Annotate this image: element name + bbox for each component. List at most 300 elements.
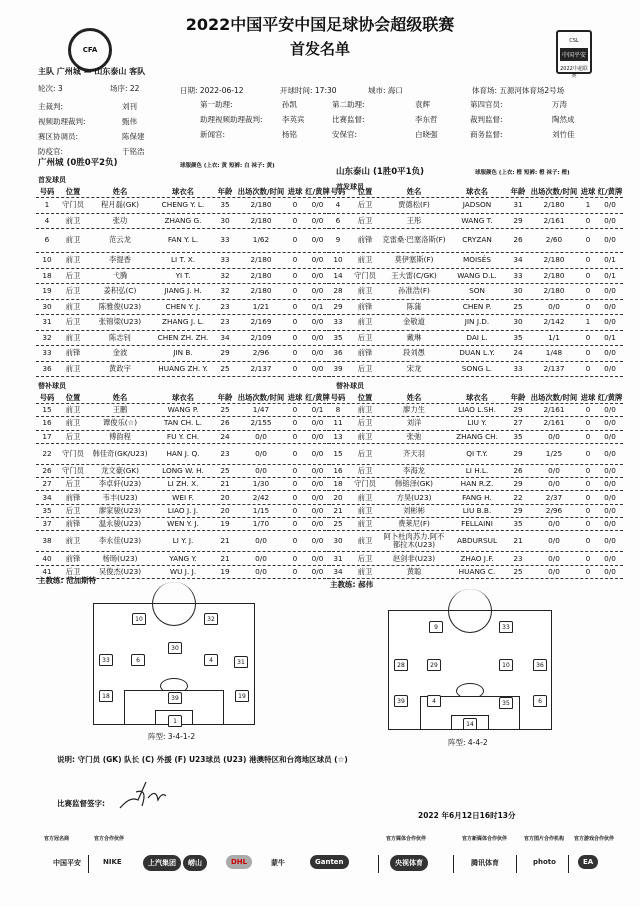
name-cell: 张锦梁(U23) (98, 317, 142, 327)
cards-cell: 0/0 (311, 448, 324, 458)
table-row (36, 300, 331, 316)
supervisor-signature (118, 778, 168, 814)
table-row (36, 431, 331, 444)
goals-cell: 0 (292, 317, 298, 327)
home-subs-table (36, 393, 331, 579)
table-row (327, 300, 623, 316)
cards-cell: 0/0 (311, 363, 324, 373)
number-cell: 6 (335, 215, 341, 225)
official-name: 陶然成 (552, 115, 575, 124)
goals-cell: 0 (292, 505, 298, 515)
position-cell: 前锋 (65, 553, 81, 563)
player-jersey: 32 (204, 613, 218, 625)
csl-logo (556, 30, 592, 79)
goals-cell: 0 (585, 332, 591, 342)
away-subs-label: 替补球员 (336, 382, 364, 390)
sponsor-logo: EA (578, 855, 598, 869)
official-role: 主裁判: (38, 102, 64, 111)
appearances-cell: 0/0 (548, 519, 560, 529)
age-cell: 33 (513, 363, 523, 373)
table-row (327, 404, 623, 417)
position-cell: 前卫 (357, 519, 373, 529)
away-formation-pitch (388, 610, 552, 730)
column-header: 位置 (65, 392, 81, 402)
number-cell: 10 (42, 255, 52, 265)
position-cell: 前卫 (357, 255, 373, 265)
appearances-cell: 2/96 (252, 348, 270, 358)
number-cell: 14 (333, 270, 343, 280)
cards-cell: 0/0 (311, 566, 324, 576)
shirt-name-cell: CHEN ZH. ZH. (157, 332, 209, 342)
official-role: 第二助理: (332, 100, 365, 109)
age-cell: 21 (220, 553, 230, 563)
shirt-name-cell: LIAO J. J. (167, 505, 199, 515)
shirt-name-cell: JIANG J. H. (164, 286, 202, 296)
age-cell: 24 (513, 348, 523, 358)
cards-cell: 0/0 (604, 448, 616, 458)
position-cell: 前锋 (65, 492, 81, 502)
page-title: 2022中国平安中国足球协会超级联赛 (185, 15, 455, 34)
number-cell: 25 (333, 519, 343, 529)
name-cell: 温永骏(U23) (98, 519, 142, 529)
shirt-name-cell: ZHANG J. L. (161, 317, 205, 327)
name-cell: 杨旸(U23) (102, 553, 138, 563)
appearances-cell: 1/48 (545, 348, 563, 358)
shirt-name-cell: FAN Y. L. (167, 235, 199, 245)
home-formation: 阵型: 3-4-1-2 (148, 732, 196, 741)
age-cell: 31 (513, 200, 523, 210)
name-cell: 戴琳 (406, 332, 422, 342)
cards-cell: 0/0 (311, 492, 324, 502)
shirt-name-cell: ZHANG CH. (456, 431, 498, 441)
age-cell: 33 (513, 270, 523, 280)
name-cell: 廖力生 (403, 405, 425, 415)
player-jersey: 28 (394, 659, 408, 671)
cards-cell: 0/0 (311, 317, 324, 327)
goals-cell: 1 (585, 200, 591, 210)
table-row (327, 331, 623, 347)
player-jersey: 33 (499, 621, 513, 633)
name-cell: 金波 (112, 348, 128, 358)
column-header: 进球 (580, 392, 596, 402)
cards-cell: 0/0 (311, 332, 324, 342)
position-cell: 前锋 (65, 519, 81, 529)
shirt-name-cell: TAN CH. L. (163, 418, 203, 428)
position-cell: 前卫 (65, 405, 81, 415)
age-cell: 29 (513, 405, 523, 415)
goals-cell: 0 (292, 553, 298, 563)
column-header: 球衣名 (172, 392, 194, 402)
shirt-name-cell: ZHANG G. (164, 215, 202, 225)
shirt-name-cell: LONG W. H. (162, 466, 204, 476)
cards-cell: 0/0 (604, 405, 616, 415)
sponsor-logo: 腾讯体育 (471, 859, 499, 867)
goals-cell: 0 (292, 363, 298, 373)
name-cell: 吴俊杰(U23) (98, 566, 142, 576)
goals-cell: 0 (585, 363, 591, 373)
number-cell: 6 (44, 235, 50, 245)
cards-cell: 0/0 (604, 200, 616, 210)
shirt-name-cell: FU Y. CH. (166, 431, 200, 441)
table-row (36, 478, 331, 491)
table-row (327, 465, 623, 478)
official-role: 赛区协调员: (38, 132, 79, 141)
table-row (36, 417, 331, 430)
cards-cell: 0/0 (311, 466, 324, 476)
column-header: 进球 (580, 186, 596, 196)
appearances-cell: 1/62 (252, 235, 270, 245)
appearances-cell: 2/142 (543, 317, 565, 327)
name-cell: 黄聪 (406, 566, 422, 576)
name-cell: 方昊(U23) (396, 492, 432, 502)
home-kit-colors: 球服颜色 (上衣: 黄 短裤: 白 袜子: 黄) (180, 163, 275, 169)
cards-cell: 0/0 (604, 235, 616, 245)
shirt-name-cell: QI T.Y. (466, 448, 488, 458)
appearances-cell: 0/0 (548, 566, 560, 576)
age-cell: 35 (513, 332, 523, 342)
goals-cell: 0 (585, 448, 591, 458)
position-cell: 后卫 (65, 431, 81, 441)
age-cell: 25 (513, 566, 523, 576)
name-cell: 龙文豪(GK) (100, 466, 140, 476)
cards-cell: 0/0 (604, 431, 616, 441)
age-cell: 33 (220, 255, 230, 265)
goals-cell: 0 (585, 405, 591, 415)
home-formation-pitch (93, 603, 255, 725)
sponsor-logo: Ganten (310, 855, 349, 869)
name-cell: 陈志钊 (109, 332, 131, 342)
name-cell: 贾德松(F) (398, 200, 430, 210)
age-cell: 25 (220, 466, 230, 476)
table-row (36, 229, 331, 253)
age-cell: 35 (513, 431, 523, 441)
goals-cell: 0 (292, 200, 298, 210)
goals-cell: 0 (585, 270, 591, 280)
match-number: 场序: 22 (110, 84, 140, 93)
goals-cell: 0 (292, 405, 298, 415)
position-cell: 后卫 (65, 505, 81, 515)
table-row (327, 315, 623, 331)
name-cell: 王彤 (406, 215, 422, 225)
goals-cell: 0 (585, 301, 591, 311)
table-row (327, 431, 623, 444)
age-cell: 32 (220, 270, 230, 280)
page-subtitle: 首发名单 (289, 40, 350, 58)
cards-cell: 0/0 (604, 418, 616, 428)
appearances-cell: 2/42 (252, 492, 270, 502)
cards-cell: 0/0 (311, 235, 324, 245)
age-cell: 29 (513, 505, 523, 515)
goals-cell: 0 (585, 553, 591, 563)
column-header: 号码 (39, 186, 55, 196)
number-cell: 16 (42, 418, 52, 428)
name-cell: 宋龙 (406, 363, 422, 373)
cards-cell: 0/0 (604, 363, 616, 373)
position-cell: 前锋 (357, 301, 373, 311)
goals-cell: 0 (292, 492, 298, 502)
number-cell: 13 (333, 431, 343, 441)
sponsor-category: 官方图片合作机构 (524, 836, 565, 842)
name-cell: 廖家骏(U23) (98, 505, 142, 515)
table-row (327, 518, 623, 531)
name-cell: 刘洋 (406, 418, 422, 428)
goals-cell: 0 (585, 566, 591, 576)
shirt-name-cell: CHEN P. (462, 301, 492, 311)
number-cell: 33 (42, 348, 52, 358)
table-row (36, 491, 331, 504)
appearances-cell: 0/0 (548, 479, 560, 489)
sponsor-category: 官方游戏合作伙伴 (574, 836, 615, 842)
appearances-cell: 2/137 (250, 363, 272, 373)
cards-cell: 0/0 (604, 479, 616, 489)
shirt-name-cell: SON (469, 286, 485, 296)
age-cell: 19 (220, 566, 230, 576)
name-cell: 李海龙 (403, 466, 425, 476)
player-jersey: 10 (499, 659, 513, 671)
table-row (36, 362, 331, 378)
column-header: 姓名 (406, 392, 422, 402)
cards-cell: 0/0 (604, 286, 616, 296)
position-cell: 前卫 (357, 505, 373, 515)
position-cell: 后卫 (65, 566, 81, 576)
appearances-cell: 1/70 (252, 519, 270, 529)
age-cell: 25 (513, 301, 523, 311)
cards-cell: 0/0 (311, 200, 324, 210)
number-cell: 34 (333, 566, 343, 576)
position-cell: 后卫 (357, 466, 373, 476)
cards-cell: 0/0 (604, 536, 616, 546)
csl-logo-sponsor: 中国平安 (560, 48, 588, 61)
shirt-name-cell: WANG D.L. (457, 270, 497, 280)
goals-cell: 0 (585, 479, 591, 489)
cards-cell: 0/0 (311, 255, 324, 265)
match-date: 日期: 2022-06-12 (180, 86, 244, 95)
round: 轮次: 3 (38, 84, 63, 93)
appearances-cell: 2/180 (543, 270, 565, 280)
column-header: 位置 (65, 186, 81, 196)
player-jersey: 6 (533, 695, 547, 707)
age-cell: 23 (220, 448, 230, 458)
number-cell: 9 (335, 235, 341, 245)
away-starters-table (327, 187, 623, 377)
legend-note: 说明: 守门员 (GK) 队长 (C) 外援 (F) U23球员 (U23) 港澳特区和台湾地区球员 (☆) (57, 755, 348, 764)
appearances-cell: 1/1 (548, 332, 560, 342)
position-cell: 前卫 (65, 536, 81, 546)
column-header: 出场次数/时间 (530, 392, 578, 402)
number-cell: 10 (333, 255, 343, 265)
cards-cell: 0/0 (604, 566, 616, 576)
away-coach: 主教练: 郝伟 (330, 580, 374, 589)
appearances-cell: 2/155 (250, 418, 272, 428)
cards-cell: 0/1 (311, 301, 324, 311)
goals-cell: 1 (585, 317, 591, 327)
number-cell: 30 (333, 536, 343, 546)
goals-cell: 0 (292, 270, 298, 280)
age-cell: 29 (513, 215, 523, 225)
appearances-cell: 1/21 (252, 301, 270, 311)
column-header: 球衣名 (466, 392, 488, 402)
position-cell: 后卫 (357, 553, 373, 563)
official-name: 杨铭 (282, 130, 297, 139)
appearances-cell: 2/161 (543, 405, 565, 415)
goals-cell: 0 (585, 492, 591, 502)
official-role: 新闻官: (200, 130, 226, 139)
position-cell: 后卫 (65, 270, 81, 280)
appearances-cell: 0/0 (548, 301, 560, 311)
number-cell: 11 (333, 418, 343, 428)
position-cell: 后卫 (357, 200, 373, 210)
name-cell: 金敬道 (403, 317, 425, 327)
table-row (327, 346, 623, 362)
table-row (36, 505, 331, 518)
shirt-name-cell: YI T. (175, 270, 191, 280)
player-jersey: 6 (131, 654, 145, 666)
cards-cell: 0/0 (311, 536, 324, 546)
table-header (327, 187, 623, 198)
appearances-cell: 2/60 (545, 235, 563, 245)
name-cell: 陈雅俊(U23) (98, 301, 142, 311)
sponsor-logo: 崂山 (183, 855, 207, 871)
appearances-cell: 2/180 (250, 270, 272, 280)
name-cell: 张功 (112, 215, 128, 225)
age-cell: 30 (513, 286, 523, 296)
column-header: 年龄 (510, 392, 526, 402)
teams-line: 主队 广州城 — 山东泰山 客队 (38, 67, 146, 76)
sponsor-category: 官方冠名商 (44, 836, 70, 842)
goals-cell: 0 (585, 348, 591, 358)
name-cell: 阿卜杜肉苏力.阿不都拉木(U23) (383, 532, 445, 550)
home-team-header: 广州城 (0胜0平2负) (38, 158, 118, 168)
appearances-cell: 0/0 (548, 536, 560, 546)
shirt-name-cell: WEI F. (172, 492, 194, 502)
name-cell: 李永佳(U23) (98, 536, 142, 546)
shirt-name-cell: FELLAINI (461, 519, 493, 529)
age-cell: 35 (513, 519, 523, 529)
number-cell: 32 (42, 332, 52, 342)
table-header (36, 393, 331, 404)
table-row (327, 362, 623, 378)
official-role: 比赛监督: (332, 115, 365, 124)
shirt-name-cell: ABDURSUL (456, 536, 498, 546)
player-jersey: 39 (394, 695, 408, 707)
table-row (327, 531, 623, 552)
age-cell: 19 (220, 519, 230, 529)
number-cell: 38 (42, 536, 52, 546)
cards-cell: 0/0 (311, 505, 324, 515)
goals-cell: 0 (292, 286, 298, 296)
position-cell: 前卫 (65, 215, 81, 225)
appearances-cell: 0/0 (548, 431, 560, 441)
away-team-header: 山东泰山 (1胜0平1负) (336, 167, 424, 177)
name-cell: 黄政宇 (109, 363, 131, 373)
shirt-name-cell: HAN J. Q. (166, 448, 200, 458)
position-cell: 前卫 (357, 286, 373, 296)
cards-cell: 0/0 (604, 519, 616, 529)
age-cell: 29 (513, 448, 523, 458)
official-name: 甄伟 (122, 117, 137, 126)
official-name: 于铭浩 (122, 147, 145, 156)
name-cell: 傅韵程 (109, 431, 131, 441)
position-cell: 守门员 (354, 270, 376, 280)
sponsor-logo: 上汽集团 (143, 855, 181, 871)
name-cell: 韦丰(U23) (102, 492, 138, 502)
age-cell: 34 (513, 255, 523, 265)
position-cell: 前卫 (357, 431, 373, 441)
table-row (327, 229, 623, 253)
stadium: 体育场: 五源河体育场2号场 (472, 86, 565, 95)
shirt-name-cell: LI H.L. (465, 466, 489, 476)
table-row (36, 198, 331, 214)
shirt-name-cell: JIN J.D. (464, 317, 490, 327)
age-cell: 30 (220, 215, 230, 225)
column-header: 红/黄牌 (305, 392, 330, 402)
table-row (36, 444, 331, 465)
number-cell: 8 (335, 405, 341, 415)
player-jersey: 19 (235, 690, 249, 702)
number-cell: 35 (42, 505, 52, 515)
appearances-cell: 2/161 (543, 215, 565, 225)
age-cell: 21 (513, 536, 523, 546)
official-name: 刘竹佳 (552, 130, 575, 139)
appearances-cell: 0/0 (548, 553, 560, 563)
position-cell: 前卫 (65, 332, 81, 342)
number-cell: 36 (42, 363, 52, 373)
player-jersey: 29 (427, 659, 441, 671)
shirt-name-cell: WU J. J. (169, 566, 197, 576)
appearances-cell: 2/180 (250, 215, 272, 225)
table-row (327, 552, 623, 565)
number-cell: 16 (333, 466, 343, 476)
shirt-name-cell: LIAO L.SH. (458, 405, 496, 415)
appearances-cell: 1/47 (252, 405, 270, 415)
shirt-name-cell: YANG Y. (169, 553, 197, 563)
cards-cell: 0/0 (311, 553, 324, 563)
official-role: 第一助理: (200, 100, 233, 109)
number-cell: 40 (42, 553, 52, 563)
center-circle (448, 589, 492, 633)
name-cell: 姜积弘(C) (103, 286, 137, 296)
position-cell: 前卫 (65, 235, 81, 245)
cards-cell: 0/0 (604, 466, 616, 476)
number-cell: 26 (42, 466, 52, 476)
number-cell: 4 (335, 200, 341, 210)
column-header: 姓名 (112, 392, 128, 402)
official-name: 陈保建 (122, 132, 145, 141)
table-row (36, 331, 331, 347)
position-cell: 前锋 (65, 348, 81, 358)
number-cell: 36 (333, 348, 343, 358)
appearances-cell: 2/137 (543, 363, 565, 373)
sponsor-category: 官方合作伙伴 (94, 836, 125, 842)
table-row (36, 315, 331, 331)
number-cell: 31 (333, 553, 343, 563)
position-cell: 前卫 (357, 566, 373, 576)
city: 城市: 海口 (368, 86, 403, 95)
cards-cell: 0/0 (604, 317, 616, 327)
age-cell: 25 (220, 363, 230, 373)
shirt-name-cell: DAI L. (466, 332, 488, 342)
shirt-name-cell: LI Y. J. (172, 536, 194, 546)
table-row (36, 253, 331, 269)
cards-cell: 0/0 (604, 348, 616, 358)
sponsor-bar (44, 835, 615, 885)
name-cell: 赵剑非(U23) (392, 553, 436, 563)
number-cell: 18 (333, 479, 343, 489)
appearances-cell: 2/180 (250, 286, 272, 296)
column-header: 进球 (287, 186, 303, 196)
appearances-cell: 0/0 (255, 566, 267, 576)
column-header: 出场次数/时间 (530, 186, 578, 196)
